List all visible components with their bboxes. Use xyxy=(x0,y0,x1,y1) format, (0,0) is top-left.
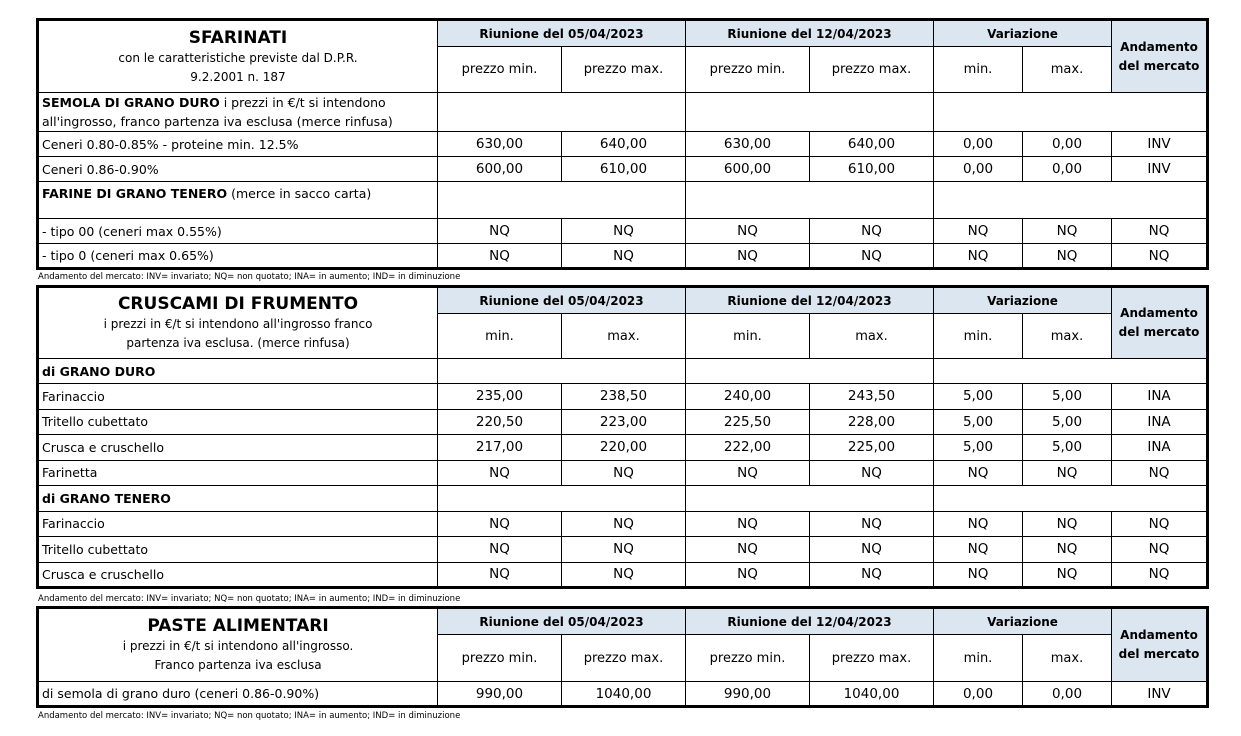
legend-note: Andamento del mercato: INV= invariato; NQ= non quotato; INA= in aumento; IND= in diminuzione xyxy=(38,272,461,282)
table-row xyxy=(38,511,1208,537)
trend-cell: NQ xyxy=(1112,511,1208,537)
trend-cell: NQ xyxy=(1112,562,1208,588)
value-cell: NQ xyxy=(810,562,934,588)
paste-table xyxy=(36,606,1209,708)
value-cell: NQ xyxy=(934,511,1023,537)
empty-cell xyxy=(438,359,686,384)
meeting-2-header: Riunione del 12/04/2023 xyxy=(686,608,934,635)
meeting-2-header: Riunione del 12/04/2023 xyxy=(686,20,934,47)
value-cell: 222,00 xyxy=(686,435,810,461)
col-price-min: prezzo min. xyxy=(686,47,810,93)
empty-cell xyxy=(686,93,934,132)
value-cell: 1040,00 xyxy=(562,682,686,707)
empty-cell xyxy=(934,93,1208,132)
value-cell: 610,00 xyxy=(562,157,686,182)
value-cell: NQ xyxy=(562,537,686,563)
value-cell: NQ xyxy=(562,460,686,486)
section-subtitle: con le caratteristiche previste dal D.P.R. 9.2.2001 n. 187 xyxy=(118,50,358,84)
legend-note: Andamento del mercato: INV= invariato; NQ= non quotato; INA= in aumento; IND= in diminuzione xyxy=(38,594,461,604)
value-cell: NQ xyxy=(438,244,562,269)
table-row xyxy=(38,132,1208,157)
trend-cell: INV xyxy=(1112,132,1208,157)
value-cell: 600,00 xyxy=(438,157,562,182)
group-label-bold: SEMOLA DI GRANO DURO xyxy=(42,95,220,110)
trend-header: Andamento del mercato xyxy=(1112,287,1208,359)
value-cell: NQ xyxy=(562,219,686,244)
table-row xyxy=(38,244,1208,269)
value-cell: NQ xyxy=(1023,460,1112,486)
col-var-min: min. xyxy=(934,47,1023,93)
col-price-min: prezzo min. xyxy=(438,47,562,93)
empty-cell xyxy=(686,359,934,384)
table-row xyxy=(38,682,1208,707)
row-label: - tipo 00 (ceneri max 0.55%) xyxy=(38,219,438,244)
value-cell: 217,00 xyxy=(438,435,562,461)
value-cell: NQ xyxy=(810,511,934,537)
col-price-min: prezzo min. xyxy=(686,635,810,682)
value-cell: NQ xyxy=(934,244,1023,269)
value-cell: 5,00 xyxy=(1023,409,1112,435)
value-cell: 223,00 xyxy=(562,409,686,435)
value-cell: NQ xyxy=(934,537,1023,563)
value-cell: 5,00 xyxy=(1023,435,1112,461)
section-subtitle: i prezzi in €/t si intendono all'ingrosso franco partenza iva esclusa. (merce rinfusa) xyxy=(103,317,373,350)
col-min: min. xyxy=(438,314,562,359)
row-label: Crusca e cruschello xyxy=(38,562,438,588)
meeting-1-header: Riunione del 05/04/2023 xyxy=(438,287,686,314)
row-label: Ceneri 0.86-0.90% xyxy=(38,157,438,182)
trend-cell: NQ xyxy=(1112,537,1208,563)
group-label-rest: (merce in sacco carta) xyxy=(227,186,372,201)
value-cell: 228,00 xyxy=(810,409,934,435)
value-cell: NQ xyxy=(686,511,810,537)
meeting-1-header: Riunione del 05/04/2023 xyxy=(438,608,686,635)
col-var-min: min. xyxy=(934,314,1023,359)
empty-cell xyxy=(686,182,934,219)
col-var-max: max. xyxy=(1023,635,1112,682)
value-cell: NQ xyxy=(1023,244,1112,269)
col-var-max: max. xyxy=(1023,47,1112,93)
value-cell: NQ xyxy=(810,460,934,486)
value-cell: NQ xyxy=(1023,219,1112,244)
table-row xyxy=(38,537,1208,563)
value-cell: 238,50 xyxy=(562,384,686,410)
value-cell: NQ xyxy=(686,562,810,588)
value-cell: NQ xyxy=(438,219,562,244)
row-label: Tritello cubettato xyxy=(38,409,438,435)
table-row xyxy=(38,219,1208,244)
empty-cell xyxy=(934,359,1208,384)
value-cell: 235,00 xyxy=(438,384,562,410)
value-cell: 0,00 xyxy=(934,682,1023,707)
col-price-max: prezzo max. xyxy=(810,47,934,93)
section-header-cell xyxy=(38,287,438,359)
value-cell: NQ xyxy=(934,219,1023,244)
meeting-1-header: Riunione del 05/04/2023 xyxy=(438,20,686,47)
section-header-cell xyxy=(38,20,438,93)
value-cell: 0,00 xyxy=(934,132,1023,157)
value-cell: 630,00 xyxy=(438,132,562,157)
value-cell: NQ xyxy=(934,460,1023,486)
sfarinati-section xyxy=(36,18,1206,270)
value-cell: 0,00 xyxy=(1023,682,1112,707)
trend-cell: INA xyxy=(1112,435,1208,461)
trend-cell: NQ xyxy=(1112,244,1208,269)
row-label: - tipo 0 (ceneri max 0.65%) xyxy=(38,244,438,269)
value-cell: NQ xyxy=(438,537,562,563)
value-cell: 225,00 xyxy=(810,435,934,461)
table-row xyxy=(38,562,1208,588)
table-row xyxy=(38,460,1208,486)
value-cell: 243,50 xyxy=(810,384,934,410)
variation-header: Variazione xyxy=(934,287,1112,314)
value-cell: 5,00 xyxy=(934,435,1023,461)
value-cell: 630,00 xyxy=(686,132,810,157)
row-label: Farinetta xyxy=(38,460,438,486)
value-cell: 990,00 xyxy=(686,682,810,707)
empty-cell xyxy=(438,486,686,512)
sfarinati-table xyxy=(36,18,1209,270)
value-cell: 640,00 xyxy=(810,132,934,157)
row-label: Crusca e cruschello xyxy=(38,435,438,461)
trend-cell: INV xyxy=(1112,157,1208,182)
trend-cell: NQ xyxy=(1112,460,1208,486)
section-title: PASTE ALIMENTARI xyxy=(147,616,329,636)
section-subtitle: i prezzi in €/t si intendono all'ingrosso. Franco partenza iva esclusa xyxy=(122,639,354,672)
col-price-max: prezzo max. xyxy=(562,635,686,682)
value-cell: 220,00 xyxy=(562,435,686,461)
group-label: di GRANO DURO xyxy=(38,359,438,384)
value-cell: NQ xyxy=(1023,537,1112,563)
variation-header: Variazione xyxy=(934,20,1112,47)
value-cell: NQ xyxy=(438,562,562,588)
table-row xyxy=(38,384,1208,410)
value-cell: 220,50 xyxy=(438,409,562,435)
value-cell: 610,00 xyxy=(810,157,934,182)
trend-header: Andamento del mercato xyxy=(1112,20,1208,93)
cruscami-section xyxy=(36,285,1206,589)
paste-section xyxy=(36,606,1206,708)
col-min: min. xyxy=(686,314,810,359)
value-cell: 5,00 xyxy=(1023,384,1112,410)
value-cell: 990,00 xyxy=(438,682,562,707)
group-label xyxy=(38,93,438,132)
value-cell: NQ xyxy=(934,562,1023,588)
value-cell: NQ xyxy=(562,562,686,588)
value-cell: 5,00 xyxy=(934,409,1023,435)
group-label-bold: FARINE DI GRANO TENERO xyxy=(42,186,228,201)
value-cell: NQ xyxy=(686,219,810,244)
table-row xyxy=(38,409,1208,435)
value-cell: 0,00 xyxy=(1023,132,1112,157)
group-label xyxy=(38,182,438,219)
value-cell: NQ xyxy=(438,511,562,537)
section-title: SFARINATI xyxy=(188,27,288,48)
trend-cell: INA xyxy=(1112,384,1208,410)
col-price-min: prezzo min. xyxy=(438,635,562,682)
variation-header: Variazione xyxy=(934,608,1112,635)
value-cell: 600,00 xyxy=(686,157,810,182)
value-cell: NQ xyxy=(438,460,562,486)
empty-cell xyxy=(934,486,1208,512)
value-cell: NQ xyxy=(1023,511,1112,537)
trend-cell: INV xyxy=(1112,682,1208,707)
value-cell: 5,00 xyxy=(934,384,1023,410)
row-label: Farinaccio xyxy=(38,384,438,410)
value-cell: NQ xyxy=(686,537,810,563)
empty-cell xyxy=(438,182,686,219)
col-price-max: prezzo max. xyxy=(810,635,934,682)
value-cell: NQ xyxy=(810,219,934,244)
section-header-cell xyxy=(38,608,438,682)
row-label: Ceneri 0.80-0.85% - proteine min. 12.5% xyxy=(38,132,438,157)
row-label: di semola di grano duro (ceneri 0.86-0.90%) xyxy=(38,682,438,707)
value-cell: NQ xyxy=(562,244,686,269)
value-cell: 1040,00 xyxy=(810,682,934,707)
col-max: max. xyxy=(810,314,934,359)
value-cell: NQ xyxy=(810,537,934,563)
value-cell: NQ xyxy=(686,244,810,269)
value-cell: 0,00 xyxy=(1023,157,1112,182)
col-var-max: max. xyxy=(1023,314,1112,359)
value-cell: NQ xyxy=(686,460,810,486)
meeting-2-header: Riunione del 12/04/2023 xyxy=(686,287,934,314)
trend-cell: NQ xyxy=(1112,219,1208,244)
row-label: Tritello cubettato xyxy=(38,537,438,563)
empty-cell xyxy=(934,182,1208,219)
col-max: max. xyxy=(562,314,686,359)
col-var-min: min. xyxy=(934,635,1023,682)
value-cell: NQ xyxy=(562,511,686,537)
group-label-rest: i prezzi in €/t si intendono all'ingrosso, franco partenza iva esclusa (merce rinfusa) xyxy=(42,95,393,129)
empty-cell xyxy=(686,486,934,512)
col-price-max: prezzo max. xyxy=(562,47,686,93)
value-cell: 0,00 xyxy=(934,157,1023,182)
value-cell: NQ xyxy=(1023,562,1112,588)
value-cell: 640,00 xyxy=(562,132,686,157)
table-row xyxy=(38,157,1208,182)
legend-note: Andamento del mercato: INV= invariato; NQ= non quotato; INA= in aumento; IND= in diminuzione xyxy=(38,711,461,721)
group-label: di GRANO TENERO xyxy=(38,486,438,512)
trend-header: Andamento del mercato xyxy=(1112,608,1208,682)
value-cell: NQ xyxy=(810,244,934,269)
table-row xyxy=(38,435,1208,461)
value-cell: 225,50 xyxy=(686,409,810,435)
empty-cell xyxy=(438,93,686,132)
trend-cell: INA xyxy=(1112,409,1208,435)
row-label: Farinaccio xyxy=(38,511,438,537)
cruscami-table xyxy=(36,285,1209,589)
value-cell: 240,00 xyxy=(686,384,810,410)
section-title: CRUSCAMI DI FRUMENTO xyxy=(117,294,359,314)
